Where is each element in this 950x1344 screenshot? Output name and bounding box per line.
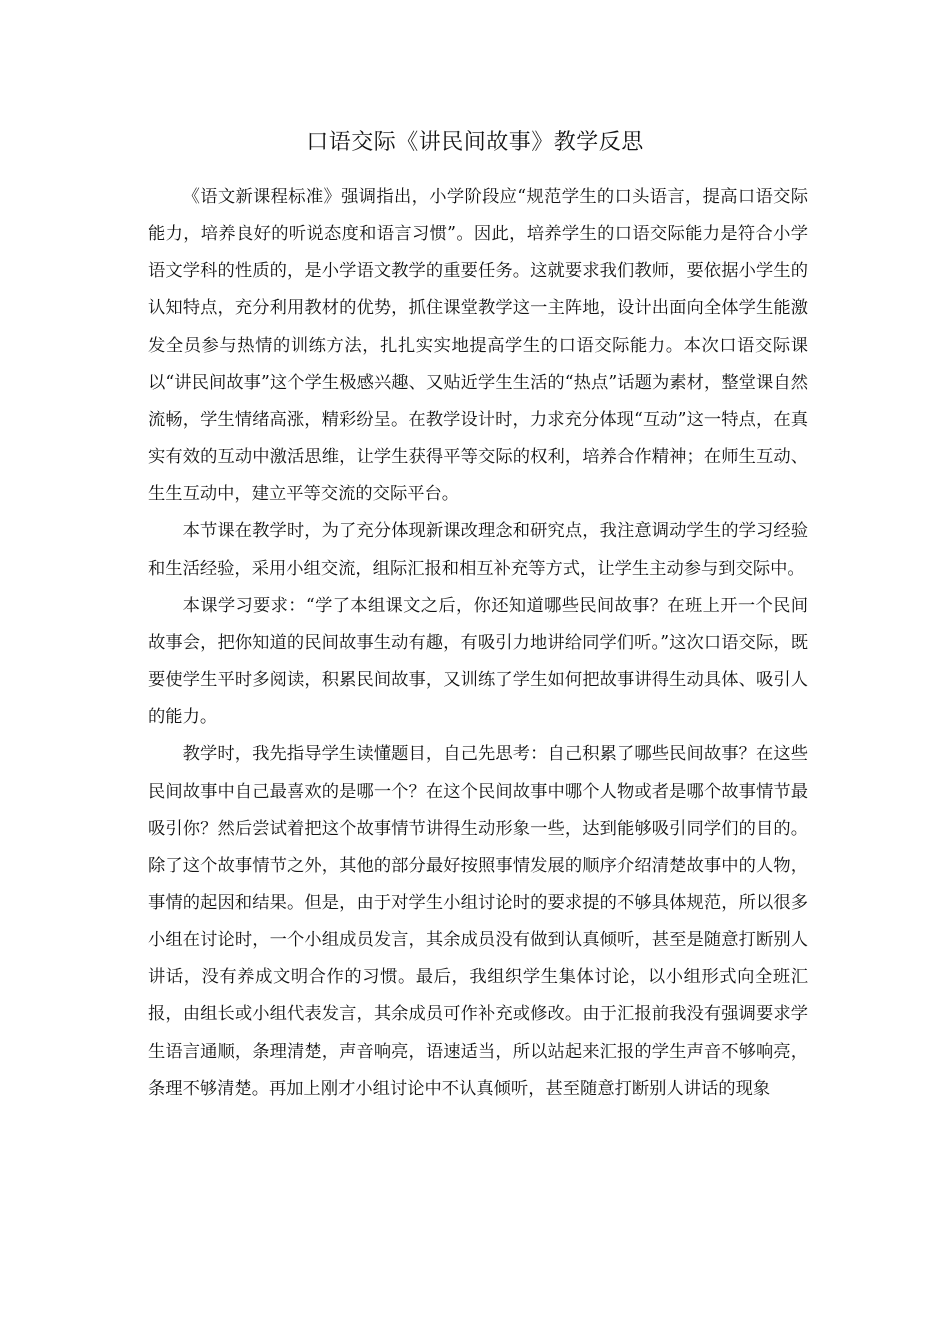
document-body [148, 179, 808, 1108]
paragraph-4: 教学时，我先指导学生读懂题目，自己先思考：自己积累了哪些民间故事？在这些民间故事中自己最喜欢的是哪一个？在这个民间故事中哪个人物或者是哪个故事情节最吸引你？然后尝试着把这个故事情节讲得生动形象一些，达到能够吸引同学们的目的。除了这个故事情节之外，其他的部分最好按照事情发展的顺序介绍清楚故事中的人物，事情的起因和结果。但是，由于对学生小组讨论时的要求提的不够具体规范，所以很多小组在讨论时，一个小组成员发言，其余成员没有做到认真倾听，甚至是随意打断别人讲话，没有养成文明合作的习惯。最后，我组织学生集体讨论，以小组形式向全班汇报，由组长或小组代表发言，其余成员可作补充或修改。由于汇报前我没有强调要求学生语言通顺，条理清楚，声音响亮，语速适当，所以站起来汇报的学生声音不够响亮，条理不够清楚。再加上刚才小组讨论中不认真倾听，甚至随意打断别人讲话的现象 [148, 744, 808, 1099]
paragraph-2: 本节课在教学时，为了充分体现新课改理念和研究点，我注意调动学生的学习经验和生活经验，采用小组交流，组际汇报和相互补充等方式，让学生主动参与到交际中。 [148, 521, 808, 579]
paragraph-3: 本课学习要求：“学了本组课文之后，你还知道哪些民间故事？在班上开一个民间故事会，把你知道的民间故事生动有趣，有吸引力地讲给同学们听。”这次口语交际，既要使学生平时多阅读，积累民间故事，又训练了学生如何把故事讲得生动具体、吸引人的能力。 [148, 595, 808, 728]
paragraph-1: 《语文新课程标准》强调指出，小学阶段应“规范学生的口头语言，提高口语交际能力，培养良好的听说态度和语言习惯”。因此，培养学生的口语交际能力是符合小学语文学科的性质的，是小学语文教学的重要任务。这就要求我们教师，要依据小学生的认知特点，充分利用教材的优势，抓住课堂教学这一主阵地，设计出面向全体学生能激发全员参与热情的训练方法，扎扎实实地提高学生的口语交际能力。本次口语交际课以“讲民间故事”这个学生极感兴趣、又贴近学生生活的“热点”话题为素材，整堂课自然流畅，学生情绪高涨，精彩纷呈。在教学设计时，力求充分体现“互动”这一特点，在真实有效的互动中激活思维，让学生获得平等交际的权利，培养合作精神；在师生互动、生生互动中，建立平等交流的交际平台。 [148, 187, 808, 505]
document-title: 口语交际《讲民间故事》教学反思 [306, 130, 644, 155]
